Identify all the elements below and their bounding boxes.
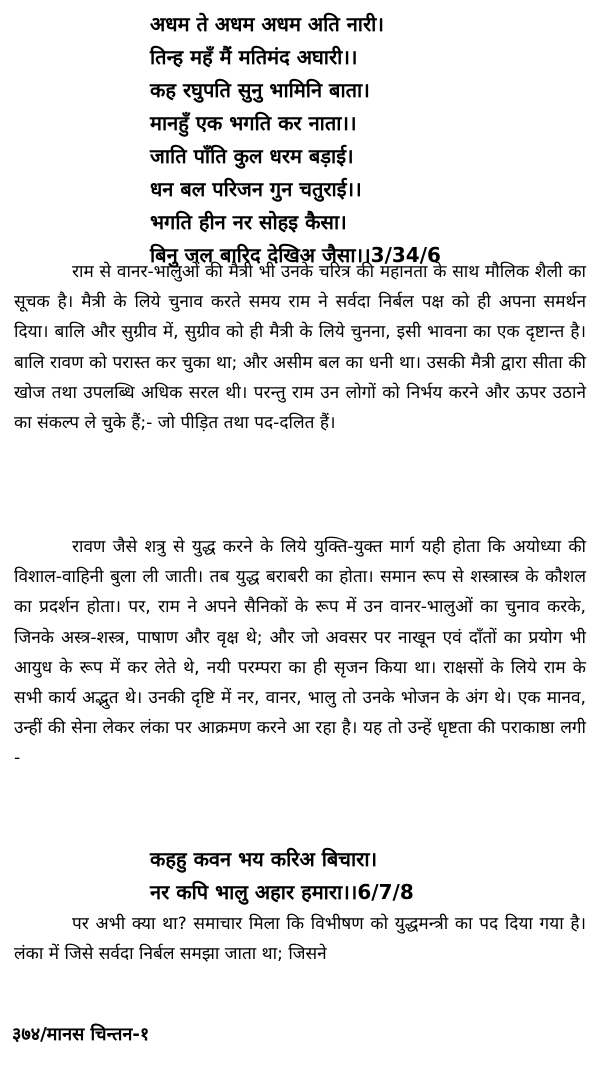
- verse-line-with-reference: बिनु जल बारिद देखिअ जैसा।।3/34/6: [150, 243, 441, 267]
- verse-line: तिन्ह महँ मैं मतिमंद अघारी।।: [150, 45, 358, 69]
- paragraph-1: [14, 257, 586, 438]
- verse-line: कहहु कवन भय करिअ बिचारा।: [150, 847, 378, 871]
- verse-block-2: [150, 843, 590, 909]
- paragraph-2: [14, 532, 586, 774]
- verse-line: धन बल परिजन गुन चतुराई।।: [150, 177, 362, 201]
- verse-line: जाति पाँति कुल धरम बड़ाई।: [150, 144, 354, 168]
- verse-line: मानहुँ एक भगति कर नाता।।: [150, 111, 357, 135]
- verse-line: भगति हीन नर सोहइ कैसा।: [150, 210, 347, 234]
- verse-line: कह रघुपति सुनु भामिनि बाता।: [150, 78, 370, 102]
- paragraph-text: रावण जैसे शत्रु से युद्ध करने के लिये युक्ति-युक्त मार्ग यही होता कि अयोध्या की विशाल-वाहिनी बुला ली जाती। तब युद्ध बराबरी का होता। समान रूप से शस्त्रास्त्र के कौशल का प्रदर्शन होता। पर, राम ने अपने सैनिकों के रूप में उन वानर-भालुओं का चुनाव करके, जिनके अस्त्र-शस्त्र, पाषाण और वृक्ष थे; और जो अवसर पर नाखून एवं दाँतों का प्रयोग भी आयुध के रूप में कर लेते थे, नयी परम्परा का ही सृजन किया था। राक्षसों के लिये राम के सभी कार्य अद्भुत थे। उनकी दृष्टि में नर, वानर, भालु तो उनके भोजन के अंग थे। एक मानव, उन्हीं की सेना लेकर लंका पर आक्रमण करने आ रहा है। यह तो उन्हें धृष्टता की पराकाष्ठा लगी -: [14, 537, 586, 769]
- verse-line: अधम ते अधम अधम अति नारी।: [150, 12, 384, 36]
- page-footer: ३७४/मानस चिन्तन-१: [12, 1024, 150, 1045]
- verse-line-with-reference: नर कपि भालु अहार हमारा।।6/7/8: [150, 880, 414, 904]
- paragraph-text: राम से वानर-भालुओं की मैत्री भी उनके चरित्र की महानता के साथ मौलिक शैली का सूचक है। मैत्री के लिये चुनाव करते समय राम ने सर्वदा निर्बल पक्ष को ही अपना समर्थन दिया। बालि और सुग्रीव में, सुग्रीव को ही मैत्री के लिये चुनना, इसी भावना का एक दृष्टान्त है। बालि रावण को परास्त कर चुका था; और असीम बल का धनी था। उसकी मैत्री द्वारा सीता की खोज तथा उपलब्धि अधिक सरल थी। परन्तु राम उन लोगों को निर्भय करने और ऊपर उठाने का संकल्प ले चुके हैं;- जो पीड़ित तथा पद-दलित हैं।: [14, 262, 586, 434]
- paragraph-text: पर अभी क्या था? समाचार मिला कि विभीषण को युद्धमन्त्री का पद दिया गया है। लंका में जिसे सर्वदा निर्बल समझा जाता था; जिसने: [14, 914, 586, 965]
- paragraph-3: [14, 909, 586, 969]
- verse-block-1: [150, 8, 590, 272]
